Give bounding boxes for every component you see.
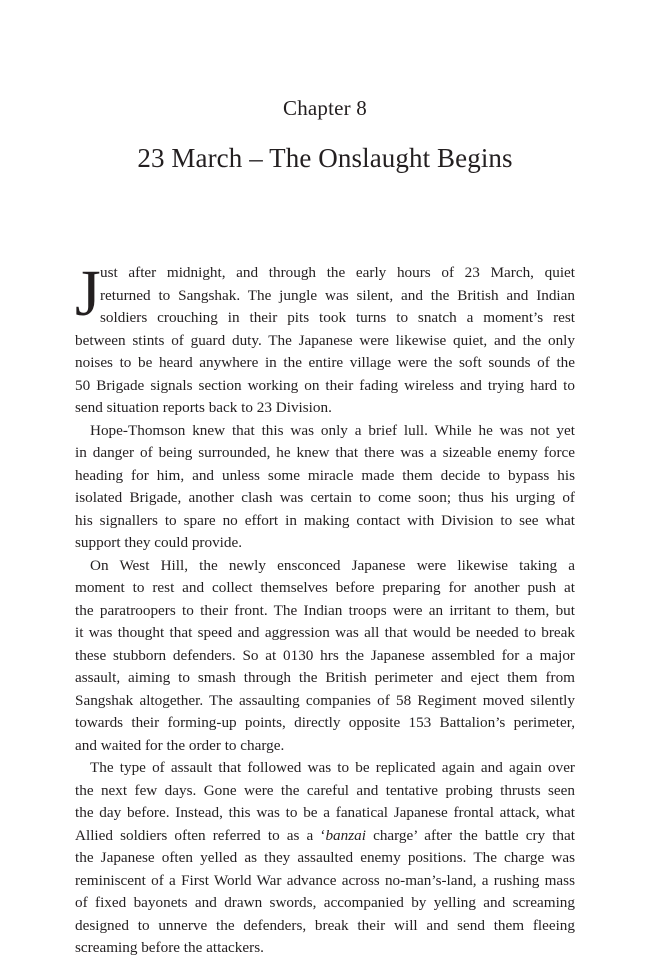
text-line: assault, aiming to smash through the British perimeter and eject them from bbox=[75, 669, 575, 686]
text-line: between stints of guard duty. The Japanese were likewise quiet, and the only bbox=[75, 331, 575, 349]
text-line: 50 Brigade signals section working on their fading wireless and trying hard to bbox=[75, 376, 575, 394]
text-line: of fixed bayonets and drawn swords, accompanied by yelling and screaming bbox=[75, 894, 575, 911]
text-line: On West Hill, the newly ensconced Japanese were likewise taking a bbox=[90, 556, 575, 574]
text-line: the Japanese often yelled as they assaulted enemy positions. The charge was bbox=[75, 849, 575, 866]
text-line: Hope-Thomson knew that this was only a brief lull. While he was not yet bbox=[90, 421, 575, 439]
drop-cap: J bbox=[75, 257, 101, 330]
text-line: it was thought that speed and aggression was all that would be needed to break bbox=[75, 624, 575, 641]
text-line: these stubborn defenders. So at 0130 hrs the Japanese assembled for a major bbox=[75, 646, 575, 664]
text-line: Sangshak altogether. The assaulting companies of 58 Regiment moved silently bbox=[75, 691, 575, 709]
text-line: The type of assault that followed was to be replicated again and again over bbox=[90, 759, 575, 776]
text-line: towards their forming-up points, directly opposite 153 Battalion’s perimeter, bbox=[75, 714, 575, 731]
text-line: support they could provide. bbox=[75, 534, 243, 551]
text-line: isolated Brigade, another clash was certain to come soon; thus his urging of bbox=[75, 489, 575, 506]
italic-term: banzai bbox=[325, 826, 366, 844]
text-line bbox=[75, 825, 575, 848]
text-line: the paratroopers to their front. The Indian troops were an irritant to them, but bbox=[75, 601, 575, 619]
text-line: screaming before the attackers. bbox=[75, 939, 264, 956]
text-line: moment to rest and collect themselves before preparing for another push at bbox=[75, 579, 575, 596]
chapter-title: 23 March – The Onslaught Begins bbox=[137, 143, 513, 173]
text-line: reminiscent of a First World War advance across no-man’s-land, a rushing mass bbox=[75, 871, 575, 889]
text-line: noises to be heard anywhere in the entire village were the soft sounds of the bbox=[75, 354, 575, 371]
text-line: returned to Sangshak. The jungle was silent, and the British and Indian bbox=[100, 286, 575, 304]
text-line: the next few days. Gone were the careful and tentative probing thrusts seen bbox=[75, 781, 575, 799]
body-text bbox=[75, 257, 575, 960]
text-line: ust after midnight, and through the early hours of 23 March, quiet bbox=[100, 264, 575, 281]
text-segment: charge’ after the battle cry that bbox=[365, 826, 575, 844]
text-line: the day before. Instead, this was to be a fanatical Japanese frontal attack, what bbox=[75, 804, 575, 821]
text-line: his signallers to spare no effort in making contact with Division to see what bbox=[75, 511, 575, 529]
text-line: in danger of being surrounded, he knew that there was a sizeable enemy force bbox=[75, 444, 575, 461]
text-line: heading for him, and unless some miracle made them decide to bypass his bbox=[75, 466, 575, 484]
text-line: designed to unnerve the defenders, break their will and send them fleeing bbox=[75, 916, 575, 934]
text-line: send situation reports back to 23 Division. bbox=[75, 399, 332, 416]
text-line: and waited for the order to charge. bbox=[75, 736, 285, 754]
text-segment: Allied soldiers often referred to as a ‘ bbox=[75, 826, 326, 844]
chapter-number: Chapter 8 bbox=[282, 96, 368, 120]
text-line: soldiers crouching in their pits took turns to snatch a moment’s rest bbox=[100, 309, 575, 326]
